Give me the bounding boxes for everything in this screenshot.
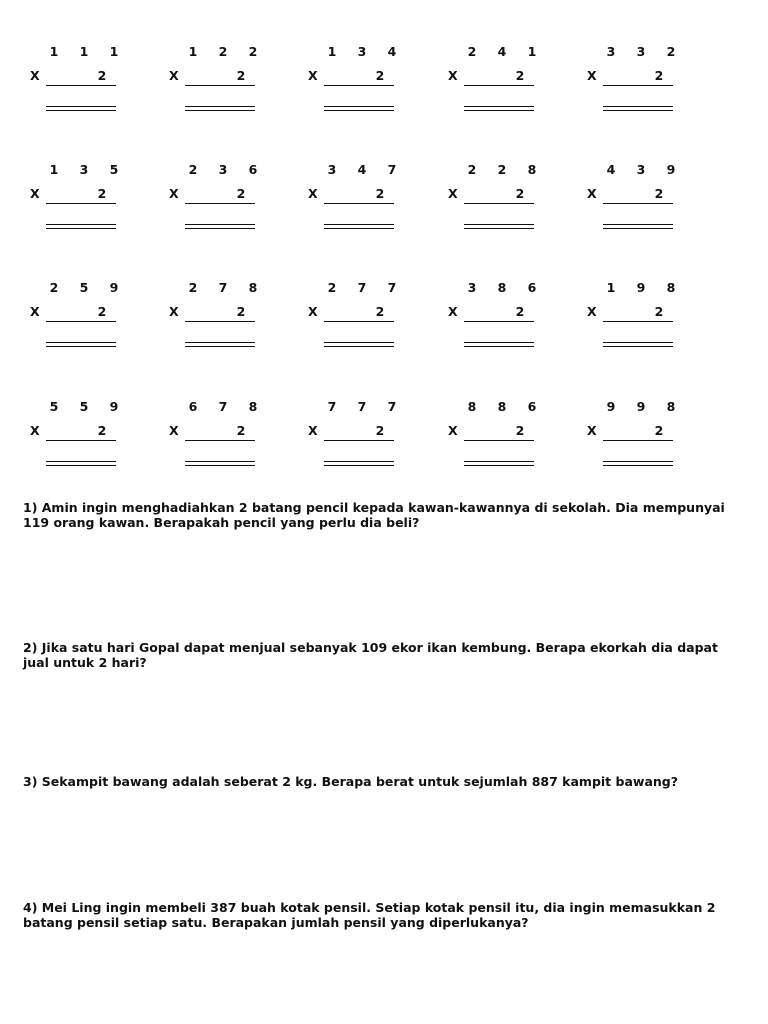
multiplicand-digit: 9 [606, 399, 616, 414]
answer-top-line [324, 440, 394, 441]
answer-top-line [324, 321, 394, 322]
multiply-sign: X [448, 68, 458, 83]
multiplicand-digit: 3 [467, 280, 477, 295]
multiplicand [187, 45, 259, 59]
multiply-sign: X [587, 304, 597, 319]
multiply-sign: X [30, 304, 40, 319]
multiplicand-digit: 2 [467, 44, 477, 59]
multiplicand-digit: 3 [636, 44, 646, 59]
multiplicand [326, 400, 398, 414]
multiplicand-digit: 3 [636, 162, 646, 177]
answer-double-line [464, 224, 534, 229]
answer-double-line [324, 224, 394, 229]
answer-top-line [46, 85, 116, 86]
answer-double-line [46, 461, 116, 466]
answer-top-line [46, 203, 116, 204]
multiplicand-digit: 1 [109, 44, 119, 59]
multiply-sign: X [308, 304, 318, 319]
multiplicand [187, 163, 259, 177]
multiplier: 2 [515, 423, 525, 438]
multiplicand-digit: 8 [527, 162, 537, 177]
multiplicand-digit: 1 [606, 280, 616, 295]
multiplicand [605, 45, 677, 59]
multiplication-problem [28, 163, 128, 243]
multiplication-problem [28, 400, 128, 480]
answer-double-line [464, 461, 534, 466]
multiplication-problem [306, 281, 406, 361]
multiplicand-digit: 6 [188, 399, 198, 414]
multiply-sign: X [30, 186, 40, 201]
multiplication-problem [446, 45, 546, 125]
multiplicand-digit: 8 [248, 280, 258, 295]
answer-top-line [185, 203, 255, 204]
multiplicand-digit: 2 [188, 162, 198, 177]
multiplicand-digit: 2 [49, 280, 59, 295]
multiplication-problem [28, 45, 128, 125]
multiplication-problem [585, 163, 685, 243]
answer-top-line [185, 440, 255, 441]
multiplier: 2 [236, 186, 246, 201]
answer-double-line [46, 342, 116, 347]
answer-double-line [603, 342, 673, 347]
multiplicand-digit: 8 [666, 280, 676, 295]
answer-top-line [464, 440, 534, 441]
multiply-sign: X [30, 68, 40, 83]
multiplicand [187, 400, 259, 414]
multiplicand-digit: 1 [327, 44, 337, 59]
multiply-sign: X [169, 68, 179, 83]
multiplicand-digit: 2 [327, 280, 337, 295]
multiply-sign: X [308, 423, 318, 438]
multiplicand-digit: 6 [248, 162, 258, 177]
multiplicand-digit: 1 [527, 44, 537, 59]
multiplicand [48, 400, 120, 414]
multiply-sign: X [169, 186, 179, 201]
answer-double-line [464, 342, 534, 347]
multiplier: 2 [515, 304, 525, 319]
multiplicand-digit: 1 [49, 162, 59, 177]
multiplier: 2 [515, 186, 525, 201]
answer-double-line [185, 106, 255, 111]
multiplier: 2 [375, 423, 385, 438]
answer-top-line [185, 321, 255, 322]
answer-top-line [603, 321, 673, 322]
multiplicand-digit: 7 [357, 399, 367, 414]
multiplication-problem [306, 45, 406, 125]
multiply-sign: X [448, 423, 458, 438]
multiplication-problem [446, 400, 546, 480]
answer-top-line [464, 203, 534, 204]
multiplication-problem [446, 163, 546, 243]
answer-top-line [185, 85, 255, 86]
multiplicand-digit: 2 [467, 162, 477, 177]
answer-double-line [603, 224, 673, 229]
answer-double-line [46, 224, 116, 229]
multiplicand-digit: 2 [218, 44, 228, 59]
multiplicand-digit: 1 [188, 44, 198, 59]
multiply-sign: X [587, 186, 597, 201]
multiplicand-digit: 7 [218, 399, 228, 414]
word-problem-2: 2) Jika satu hari Gopal dapat menjual sebanyak 109 ekor ikan kembung. Berapa ekorkah dia dapat jual untuk 2 hari? [23, 640, 718, 670]
multiplicand [48, 45, 120, 59]
multiplication-problem [585, 400, 685, 480]
multiply-sign: X [169, 423, 179, 438]
multiplicand-digit: 8 [497, 399, 507, 414]
multiplicand [326, 45, 398, 59]
multiplication-problem [306, 163, 406, 243]
multiplier: 2 [654, 186, 664, 201]
multiplicand-digit: 2 [666, 44, 676, 59]
multiplication-problem [306, 400, 406, 480]
multiplicand-digit: 2 [188, 280, 198, 295]
answer-double-line [324, 106, 394, 111]
answer-top-line [603, 203, 673, 204]
multiplicand-digit: 9 [636, 399, 646, 414]
multiplicand-digit: 7 [387, 280, 397, 295]
multiplication-problem [167, 45, 267, 125]
word-problem-1: 1) Amin ingin menghadiahkan 2 batang pencil kepada kawan-kawannya di sekolah. Dia mempunyai 119 orang kawan. Berapakah pencil yang perlu dia beli? [23, 500, 725, 530]
multiplier: 2 [236, 68, 246, 83]
multiplication-problem [167, 400, 267, 480]
multiply-sign: X [169, 304, 179, 319]
multiplicand-digit: 9 [666, 162, 676, 177]
multiplier: 2 [236, 304, 246, 319]
multiplicand-digit: 8 [497, 280, 507, 295]
multiplier: 2 [97, 186, 107, 201]
multiplicand-digit: 2 [497, 162, 507, 177]
multiplicand-digit: 7 [218, 280, 228, 295]
multiplicand [466, 45, 538, 59]
answer-top-line [603, 440, 673, 441]
multiplicand-digit: 5 [49, 399, 59, 414]
multiplicand-digit: 1 [79, 44, 89, 59]
multiply-sign: X [587, 423, 597, 438]
multiplier: 2 [654, 423, 664, 438]
multiplicand-digit: 1 [49, 44, 59, 59]
multiplication-problem [167, 281, 267, 361]
multiply-sign: X [308, 186, 318, 201]
multiplicand-digit: 5 [109, 162, 119, 177]
multiplicand [187, 281, 259, 295]
multiply-sign: X [308, 68, 318, 83]
multiply-sign: X [448, 304, 458, 319]
multiplicand [605, 163, 677, 177]
multiplicand [466, 163, 538, 177]
multiplicand-digit: 6 [527, 280, 537, 295]
answer-double-line [324, 461, 394, 466]
multiplicand-digit: 5 [79, 280, 89, 295]
answer-double-line [603, 106, 673, 111]
answer-top-line [324, 85, 394, 86]
answer-top-line [464, 321, 534, 322]
multiplicand-digit: 3 [357, 44, 367, 59]
multiplicand-digit: 7 [387, 162, 397, 177]
answer-top-line [603, 85, 673, 86]
answer-top-line [46, 321, 116, 322]
multiplier: 2 [97, 68, 107, 83]
multiplicand-digit: 8 [248, 399, 258, 414]
multiplication-problem [585, 281, 685, 361]
multiplicand-digit: 7 [357, 280, 367, 295]
multiply-sign: X [30, 423, 40, 438]
multiplicand-digit: 3 [218, 162, 228, 177]
multiplicand-digit: 3 [606, 44, 616, 59]
answer-top-line [324, 203, 394, 204]
multiplication-problem [446, 281, 546, 361]
answer-double-line [324, 342, 394, 347]
multiplicand [48, 163, 120, 177]
multiplication-problem [167, 163, 267, 243]
multiplier: 2 [654, 304, 664, 319]
multiplicand-digit: 6 [527, 399, 537, 414]
answer-top-line [464, 85, 534, 86]
multiplicand-digit: 4 [357, 162, 367, 177]
answer-top-line [46, 440, 116, 441]
multiply-sign: X [587, 68, 597, 83]
multiplier: 2 [654, 68, 664, 83]
multiplicand-digit: 2 [248, 44, 258, 59]
multiplicand [466, 281, 538, 295]
multiplicand [466, 400, 538, 414]
multiplier: 2 [515, 68, 525, 83]
multiplicand-digit: 9 [109, 280, 119, 295]
answer-double-line [185, 461, 255, 466]
multiplication-problem [28, 281, 128, 361]
multiplicand [48, 281, 120, 295]
multiplicand-digit: 4 [606, 162, 616, 177]
multiplicand-digit: 3 [327, 162, 337, 177]
multiplicand [605, 281, 677, 295]
multiplicand [326, 281, 398, 295]
multiplicand-digit: 8 [467, 399, 477, 414]
answer-double-line [603, 461, 673, 466]
multiplicand-digit: 5 [79, 399, 89, 414]
multiplication-problem [585, 45, 685, 125]
answer-double-line [46, 106, 116, 111]
multiplier: 2 [97, 304, 107, 319]
multiplier: 2 [375, 186, 385, 201]
multiplicand-digit: 7 [327, 399, 337, 414]
word-problem-4: 4) Mei Ling ingin membeli 387 buah kotak pensil. Setiap kotak pensil itu, dia ingin memasukkan 2 batang pensil setiap satu. Berapakan jumlah pensil yang diperlukanya? [23, 900, 716, 930]
multiplicand-digit: 4 [497, 44, 507, 59]
multiplicand-digit: 8 [666, 399, 676, 414]
multiply-sign: X [448, 186, 458, 201]
multiplier: 2 [236, 423, 246, 438]
word-problem-3: 3) Sekampit bawang adalah seberat 2 kg. Berapa berat untuk sejumlah 887 kampit bawang? [23, 774, 678, 789]
multiplier: 2 [375, 304, 385, 319]
multiplicand-digit: 3 [79, 162, 89, 177]
multiplier: 2 [97, 423, 107, 438]
multiplicand [326, 163, 398, 177]
answer-double-line [185, 224, 255, 229]
multiplicand-digit: 9 [109, 399, 119, 414]
multiplicand-digit: 4 [387, 44, 397, 59]
multiplicand-digit: 7 [387, 399, 397, 414]
multiplier: 2 [375, 68, 385, 83]
multiplicand [605, 400, 677, 414]
answer-double-line [185, 342, 255, 347]
multiplicand-digit: 9 [636, 280, 646, 295]
answer-double-line [464, 106, 534, 111]
